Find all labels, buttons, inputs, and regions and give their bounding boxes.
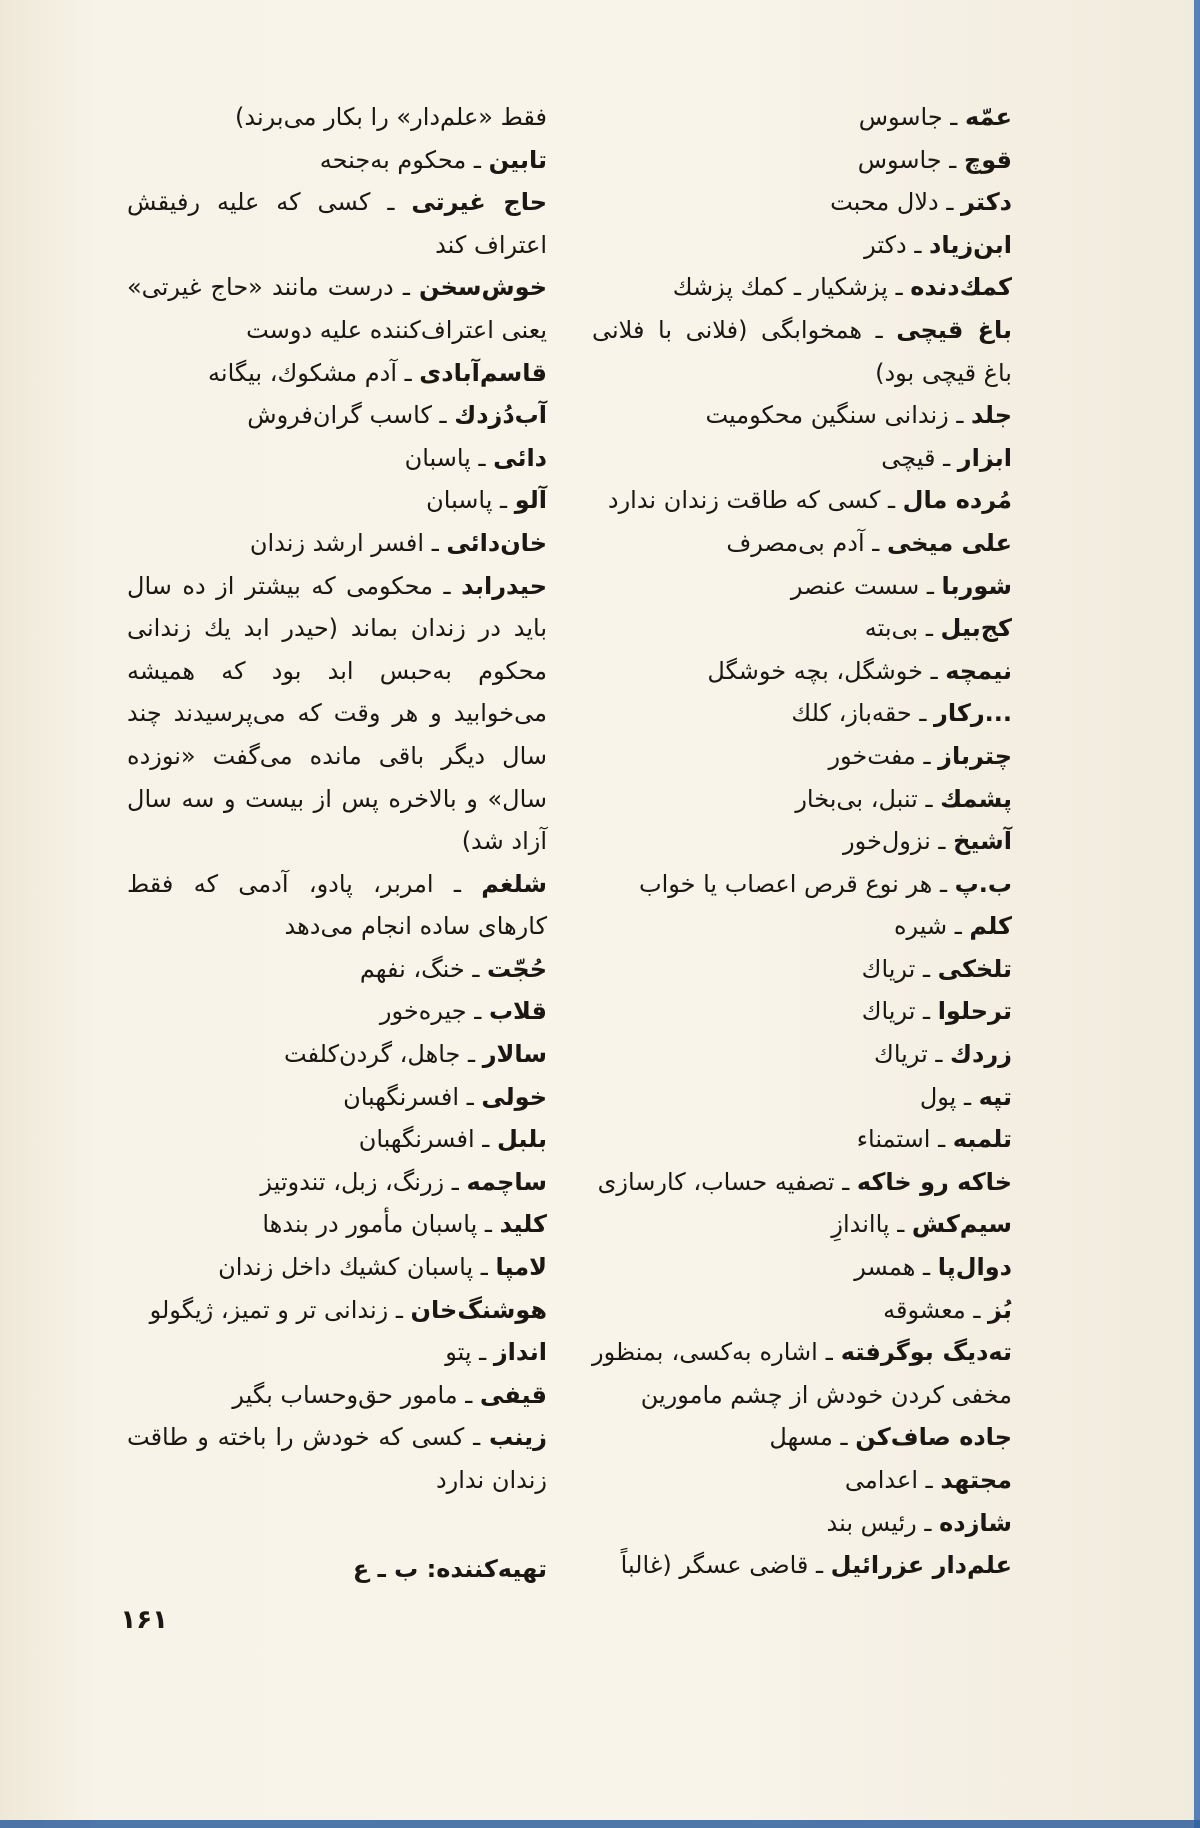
entry-term: کلم (969, 912, 1012, 941)
entry-definition: محکوم به‌جنحه (319, 145, 467, 174)
entry-definition: کسی که خودش را باخته و طاقت زندان ندارد (127, 1423, 547, 1494)
glossary-entry (127, 181, 547, 266)
entry-definition: زرنگ، زبل، تندوتیز (260, 1167, 445, 1196)
glossary-entry (592, 96, 1012, 139)
glossary-entry (592, 1246, 1012, 1289)
entry-separator: ـ (832, 1423, 856, 1452)
entry-separator: ـ (941, 145, 964, 174)
entry-term: تابین (488, 145, 547, 174)
entry-definition: تنبل، بی‌بخار (795, 784, 918, 813)
glossary-entry (592, 990, 1012, 1033)
entry-definition: جاسوس (857, 145, 942, 174)
entry-term: انداز (493, 1338, 547, 1367)
glossary-entry (592, 181, 1012, 224)
glossary-entry (127, 1246, 547, 1289)
entry-term: ساچمه (466, 1167, 547, 1196)
entry-separator: ـ (930, 827, 954, 856)
entry-term: عمّه (964, 103, 1012, 131)
entry-term: مُرده مال (902, 486, 1012, 515)
glossary-entry (592, 905, 1012, 948)
entry-definition: پاسبان (426, 486, 493, 515)
glossary-entry (127, 1076, 547, 1119)
entry-definition: تریاك (874, 1040, 928, 1069)
entry-separator: ـ (935, 443, 958, 472)
glossary-entry (592, 1289, 1012, 1332)
entry-definition: هر نوع قرص اعصاب یا خواب (638, 869, 933, 898)
entry-definition: تریاك (861, 997, 916, 1026)
entry-definition: کسی که طاقت زندان ندارد (607, 486, 881, 515)
glossary-entry (127, 1289, 547, 1332)
entry-term: ...رکار (934, 699, 1012, 728)
entry-term: ابن‌زیاد (929, 230, 1012, 259)
glossary-entry (592, 266, 1012, 309)
entry-separator: ـ (433, 869, 482, 898)
glossary-entry (127, 352, 547, 395)
entry-term: زردك (950, 1040, 1012, 1069)
glossary-entry (127, 1161, 547, 1204)
entry-term: تپه (978, 1082, 1012, 1111)
entry-term: شلغم (481, 869, 547, 898)
entry-definition: سست عنصر (790, 571, 920, 600)
entry-definition: نزول‌خور (843, 827, 931, 856)
entry-term: حاج غیرتی (411, 188, 548, 217)
entry-definition: مسهل (769, 1423, 833, 1452)
entry-definition: جیره‌خور (379, 997, 467, 1026)
entry-separator: ـ (938, 188, 961, 217)
glossary-entry (127, 565, 547, 863)
entry-term: ته‌دیگ بوگرفته (840, 1338, 1012, 1367)
entry-definition: افسرنگهبان (358, 1125, 475, 1154)
entry-separator: ـ (917, 784, 941, 813)
glossary-entry (127, 479, 547, 522)
entry-term: چترباز (938, 741, 1012, 770)
entry-term: ترحلوا (937, 997, 1012, 1026)
entry-separator: ـ (388, 1295, 411, 1324)
entry-separator: ـ (932, 869, 955, 898)
entry-separator: ـ (947, 912, 970, 941)
entry-separator: ـ (915, 741, 939, 770)
entry-definition: مفت‌خور (828, 741, 916, 770)
entry-definition: همخوابگی (فلانی با فلانی باغ قیچی بود) (592, 315, 1012, 387)
glossary-entry (127, 948, 547, 991)
entry-definition: استمناء (856, 1125, 931, 1154)
entry-term: هوشنگ‌خان (410, 1295, 547, 1324)
glossary-entry (127, 1033, 547, 1076)
entry-separator: ـ (457, 1380, 480, 1409)
entry-term: شازده (939, 1508, 1012, 1537)
page-number: ۱۶۱ (120, 1605, 168, 1635)
entry-term: تلمبه (952, 1125, 1012, 1154)
entry-term: لامپا (495, 1253, 547, 1282)
glossary-entry (592, 778, 1012, 821)
entry-definition: تریاك (861, 954, 916, 983)
entry-term: کمك‌دنده (910, 273, 1012, 302)
glossary-entry (592, 735, 1012, 778)
entry-definition: قیچی (881, 443, 936, 472)
entry-definition: شیره (893, 912, 948, 941)
entry-separator: ـ (433, 571, 462, 600)
entry-separator: ـ (460, 1040, 483, 1069)
entry-term: زینب (488, 1423, 547, 1452)
entry-term: علم‌دار عزرائیل (830, 1551, 1012, 1580)
entry-term: جلد (971, 401, 1012, 430)
entry-separator: ـ (916, 1508, 940, 1537)
entry-separator: ـ (464, 1423, 489, 1452)
entry-term: دکتر (961, 188, 1012, 217)
glossary-entry (592, 1459, 1012, 1502)
entry-separator: ـ (470, 443, 494, 472)
entry-definition: اعدامی (844, 1466, 919, 1494)
entry-separator: ـ (965, 1295, 989, 1324)
glossary-entry (592, 1544, 1012, 1587)
entry-separator: ـ (817, 1338, 841, 1367)
entry-term: باغ قیچی (896, 315, 1012, 344)
entry-term: پشمك (940, 784, 1012, 813)
entry-definition: محکومی که بیشتر از ده سال باید در زندان بماند (حیدر ابد یك زندانی محکوم به‌حبس ابد بود که همیشه می‌خوابید و هر وقت که می‌پرسیدند چند سال دیگر باقی مانده می‌گفت «نوزده سال» و بالاخره پس از بیست و سه سال آزاد شد) (127, 571, 547, 856)
entry-term: حُجّت (487, 954, 547, 983)
entry-term: آب‌دُزدك (454, 401, 547, 430)
entry-separator: ـ (444, 1167, 467, 1196)
glossary-entry (592, 522, 1012, 565)
entry-definition: درست مانند «حاج غیرتی» یعنی اعتراف‌کننده علیه دوست (127, 273, 547, 344)
glossary-entry (127, 1374, 547, 1417)
entry-definition: آدم بی‌مصرف (726, 528, 865, 557)
entry-term: تلخکی (937, 954, 1012, 983)
entry-separator: ـ (474, 1125, 497, 1154)
entry-separator: ـ (922, 656, 946, 685)
entry-separator: ـ (918, 1466, 941, 1494)
entry-separator: ـ (370, 188, 412, 217)
entry-term: علی میخی (886, 528, 1012, 557)
entry-separator: ـ (956, 1082, 979, 1111)
glossary-entry (127, 522, 547, 565)
glossary-entry (592, 1502, 1012, 1545)
entry-separator: ـ (464, 954, 487, 983)
glossary-entry (592, 394, 1012, 437)
entry-definition: افسر ارشد زندان (249, 528, 425, 557)
glossary-entry (127, 139, 547, 182)
entry-definition: خوشگل، بچه خوشگل (707, 656, 923, 685)
entry-definition: خنگ، نفهم (359, 954, 465, 983)
glossary-entry (592, 437, 1012, 480)
glossary-entry (127, 394, 547, 437)
entry-definition: اشاره به‌کسی، بمنظور مخفی کردن خودش از چشم مامورین (592, 1338, 1012, 1409)
glossary-entry (592, 1331, 1012, 1416)
entry-term: کلید (499, 1210, 547, 1239)
entry-definition: بی‌بته (864, 614, 919, 643)
glossary-entry (592, 1076, 1012, 1119)
entry-term: دوال‌پا (937, 1253, 1012, 1282)
entry-term: ابزار (957, 443, 1012, 472)
glossary-entry (127, 266, 547, 351)
entry-term: قاسم‌آبادی (419, 358, 547, 387)
entry-definition: زندانی تر و تمیز، ژیگولو (149, 1295, 389, 1324)
entry-definition: آدم مشکوك، بیگانه (208, 358, 397, 387)
glossary-entry (592, 1161, 1012, 1204)
entry-separator: ـ (808, 1551, 831, 1580)
entry-definition: جاسوس (858, 103, 943, 131)
entry-separator: ـ (927, 1040, 951, 1069)
entry-definition: قاضی عسگر (غالباً (620, 1551, 809, 1580)
entry-definition: همسر (854, 1253, 916, 1282)
entry-separator: ـ (424, 528, 447, 557)
glossary-entry (127, 1203, 547, 1246)
glossary-column-right (592, 96, 1012, 1587)
entry-term: خولی (481, 1082, 547, 1111)
entry-term: قیفی (479, 1380, 547, 1409)
glossary-entry (127, 437, 547, 480)
glossary-entry (127, 1416, 547, 1501)
glossary-entry (592, 650, 1012, 693)
entry-separator: ـ (942, 103, 965, 131)
entry-separator: ـ (459, 1082, 482, 1111)
glossary-entry (592, 1203, 1012, 1246)
glossary-entry (592, 309, 1012, 394)
glossary-entry (592, 863, 1012, 906)
entry-separator: ـ (948, 401, 972, 430)
entry-separator: ـ (396, 358, 420, 387)
entry-separator: ـ (889, 1210, 912, 1239)
page-edge-bottom (0, 1820, 1200, 1828)
glossary-entry (127, 96, 547, 139)
credit-line: تهیه‌کننده: ب ـ ع (352, 1555, 547, 1583)
entry-definition: پااندازِ (831, 1210, 890, 1239)
entry-definition: کسی که علیه رفیقش اعتراف کند (127, 188, 547, 259)
entry-definition: پاسبان کشیك داخل زندان (218, 1253, 474, 1282)
entry-separator: ـ (473, 1253, 496, 1282)
entry-definition: تصفیه حساب، کارسازی (597, 1167, 835, 1196)
entry-term: خوش‌سخن (419, 273, 547, 302)
entry-definition: امربر، پادو، آدمی که فقط کارهای ساده انجام می‌دهد (127, 869, 547, 941)
entry-term: مجتهد (940, 1466, 1012, 1494)
entry-separator: ـ (393, 273, 420, 302)
entry-term: نیمچه (945, 656, 1012, 685)
entry-separator: ـ (930, 1125, 953, 1154)
entry-separator: ـ (887, 273, 911, 302)
entry-definition: دلال محبت (830, 188, 939, 217)
glossary-entry (592, 1033, 1012, 1076)
glossary-entry (127, 1331, 547, 1374)
entry-separator: ـ (862, 315, 897, 344)
entry-separator: ـ (466, 997, 489, 1026)
glossary-entry (592, 820, 1012, 863)
entry-term: بلبل (496, 1125, 547, 1154)
glossary-entry (592, 479, 1012, 522)
page-edge-right (1194, 0, 1200, 1828)
entry-term: بُز (988, 1295, 1012, 1324)
entry-definition: معشوقه (883, 1295, 966, 1324)
entry-definition: رئیس بند (826, 1508, 917, 1537)
glossary-entry (592, 1118, 1012, 1161)
entry-term: کج‌بیل (940, 614, 1012, 643)
entry-term: آشیخ (953, 827, 1012, 856)
glossary-entry (592, 139, 1012, 182)
entry-term: قوچ (963, 145, 1012, 174)
entry-definition: افسرنگهبان (343, 1082, 460, 1111)
entry-term: سالار (482, 1040, 547, 1069)
glossary-column-left (127, 96, 547, 1502)
entry-term: خان‌دائی (446, 528, 547, 557)
entry-separator: ـ (492, 486, 515, 515)
entry-term: سیم‌کش (911, 1210, 1012, 1239)
glossary-entry (592, 692, 1012, 735)
glossary-entry (592, 565, 1012, 608)
entry-separator: ـ (864, 528, 887, 557)
entry-term: حیدرابد (461, 571, 547, 600)
entry-separator: ـ (880, 486, 903, 515)
entry-term: جاده صاف‌کن (855, 1423, 1012, 1452)
entry-definition: فقط «علم‌دار» را بکار می‌برند) (235, 103, 547, 131)
entry-definition: زندانی سنگین محکومیت (705, 401, 949, 430)
entry-definition: پول (919, 1082, 957, 1111)
glossary-entry (127, 990, 547, 1033)
glossary-entry (592, 607, 1012, 650)
entry-separator: ـ (911, 699, 935, 728)
entry-separator: ـ (431, 401, 455, 430)
entry-term: دائی (493, 443, 547, 472)
entry-term: آلو (514, 486, 547, 515)
entry-definition: دکتر (864, 230, 907, 259)
entry-separator: ـ (915, 1253, 938, 1282)
entry-definition: پزشکیار ـ کمك پزشك (672, 273, 888, 302)
entry-term: شوربا (941, 571, 1012, 600)
entry-separator: ـ (915, 997, 938, 1026)
glossary-entry (592, 1416, 1012, 1459)
entry-separator: ـ (919, 571, 942, 600)
entry-definition: پاسبان (404, 443, 471, 472)
entry-separator: ـ (918, 614, 941, 643)
entry-definition: پاسبان مأمور در بندها (262, 1210, 478, 1239)
glossary-entry (592, 948, 1012, 991)
glossary-entry (592, 224, 1012, 267)
entry-definition: حقه‌باز، کلك (791, 699, 912, 728)
entry-definition: پتو (445, 1338, 472, 1367)
entry-separator: ـ (471, 1338, 494, 1367)
glossary-entry (127, 1118, 547, 1161)
glossary-entry (127, 863, 547, 948)
entry-separator: ـ (466, 145, 489, 174)
entry-term: قلاب (488, 997, 547, 1026)
entry-term: ب.پ (954, 869, 1012, 898)
entry-separator: ـ (915, 954, 938, 983)
entry-definition: جاهل، گردن‌کلفت (283, 1040, 461, 1069)
entry-definition: مامور حق‌وحساب بگیر (232, 1380, 458, 1409)
entry-definition: کاسب گران‌فروش (247, 401, 432, 430)
entry-separator: ـ (477, 1210, 500, 1239)
entry-term: خاکه رو خاکه (856, 1167, 1012, 1196)
entry-separator: ـ (906, 230, 929, 259)
entry-separator: ـ (834, 1167, 857, 1196)
